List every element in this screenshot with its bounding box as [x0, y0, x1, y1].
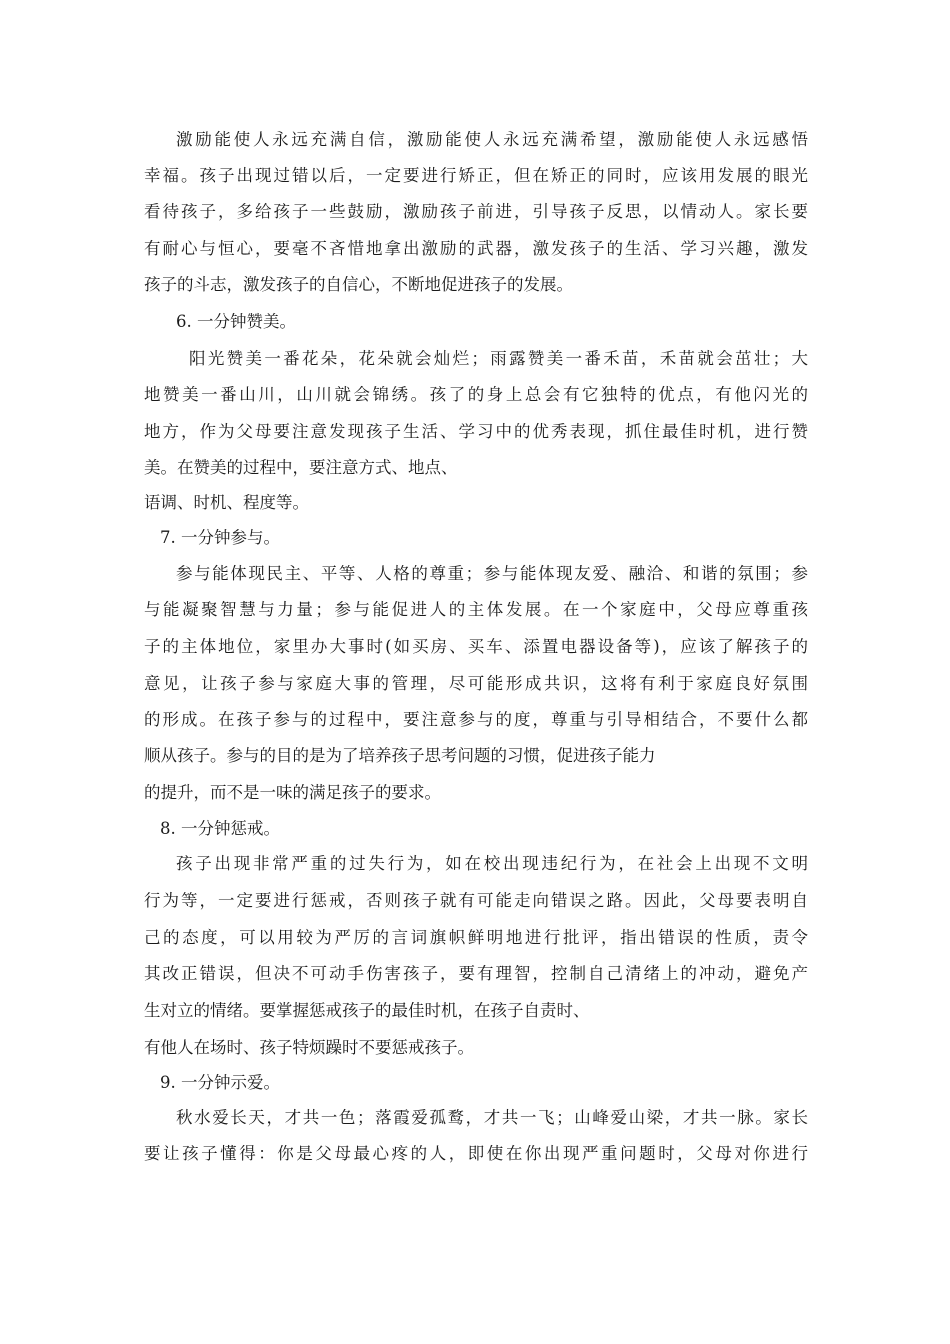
paragraph-line: 要让孩子懂得：你是父母最心疼的人，即使在你出现严重问题时，父母对你进行 [144, 1144, 808, 1163]
paragraph-line: 其改正错误，但决不可动手伤害孩子，要有理智，控制自己清绪上的冲动，避免产 [144, 964, 808, 983]
paragraph-line: 己的态度，可以用较为严厉的言词旗帜鲜明地进行批评，指出错误的性质，责令 [144, 928, 808, 947]
paragraph-line: 激励能使人永远充满自信，激励能使人永远充满希望，激励能使人永远感悟 [176, 130, 808, 149]
paragraph-line: 生对立的情绪。要掌握惩戒孩子的最佳时机，在孩子自责时、 [144, 1001, 590, 1020]
section-heading: 9. 一分钟示爱。 [160, 1073, 280, 1092]
paragraph-line: 语调、时机、程度等。 [144, 493, 309, 512]
paragraph-line: 参与能体现民主、平等、人格的尊重；参与能体现友爱、融洽、和谐的氛围；参 [176, 564, 808, 583]
paragraph-line: 美。在赞美的过程中，要注意方式、地点、 [144, 458, 458, 477]
paragraph-line: 与能凝聚智慧与力量；参与能促进人的主体发展。在一个家庭中，父母应尊重孩 [144, 600, 808, 619]
paragraph-line: 有他人在场时、孩子特烦躁时不要惩戒孩子。 [144, 1038, 474, 1057]
section-heading: 6. 一分钟赞美。 [176, 312, 296, 331]
paragraph-line: 顺从孩子。参与的目的是为了培养孩子思考问题的习惯，促进孩子能力 [144, 746, 656, 765]
paragraph-line: 的提升，而不是一味的满足孩子的要求。 [144, 783, 441, 802]
section-heading: 8. 一分钟惩戒。 [160, 819, 280, 838]
paragraph-line: 秋水爱长天，才共一色；落霞爱孤鹜，才共一飞；山峰爱山梁，才共一脉。家长 [176, 1108, 808, 1127]
paragraph-line: 的形成。在孩子参与的过程中，要注意参与的度，尊重与引导相结合，不要什么都 [144, 710, 808, 729]
paragraph-line: 孩子出现非常严重的过失行为，如在校出现违纪行为，在社会上出现不文明 [176, 854, 808, 873]
paragraph-line: 孩子的斗志，激发孩子的自信心，不断地促进孩子的发展。 [144, 275, 573, 294]
paragraph-line: 阳光赞美一番花朵，花朵就会灿烂；雨露赞美一番禾苗，禾苗就会茁壮；大 [189, 349, 808, 368]
paragraph-line: 看待孩子，多给孩子一些鼓励，激励孩子前进，引导孩子反思，以情动人。家长要 [144, 202, 808, 221]
paragraph-line: 地赞美一番山川，山川就会锦绣。孩了的身上总会有它独特的优点，有他闪光的 [144, 385, 808, 404]
paragraph-line: 意见，让孩子参与家庭大事的管理，尽可能形成共识，这将有利于家庭良好氛围 [144, 674, 808, 693]
paragraph-line: 子的主体地位，家里办大事时(如买房、买车、添置电器设备等)，应该了解孩子的 [144, 637, 808, 656]
paragraph-line: 行为等，一定要进行惩戒，否则孩子就有可能走向错误之路。因此，父母要表明自 [144, 891, 808, 910]
paragraph-line: 地方，作为父母要注意发现孩子生活、学习中的优秀表现，抓住最佳时机，进行赞 [144, 422, 808, 441]
section-heading: 7. 一分钟参与。 [160, 528, 280, 547]
paragraph-line: 有耐心与恒心，要毫不吝惜地拿出激励的武器，激发孩子的生活、学习兴趣，激发 [144, 239, 808, 258]
paragraph-line: 幸福。孩子出现过错以后，一定要进行矫正，但在矫正的同时，应该用发展的眼光 [144, 166, 808, 185]
